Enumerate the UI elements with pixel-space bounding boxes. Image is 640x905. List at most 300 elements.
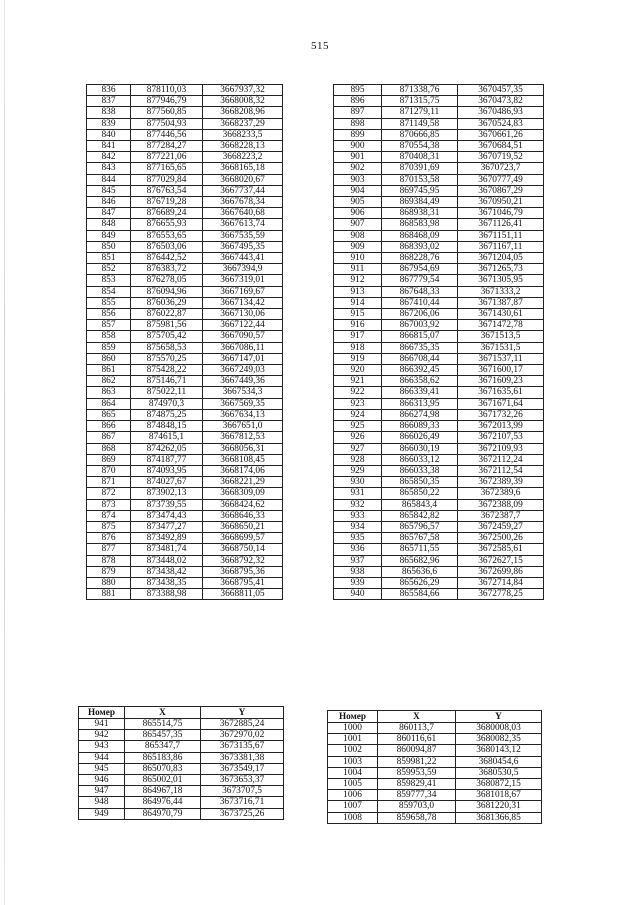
cell-y: 3671513,5	[458, 331, 544, 342]
cell-x: 873438,35	[131, 577, 203, 588]
cell-y: 3671333,2	[458, 286, 544, 297]
cell-x: 866735,35	[382, 342, 458, 353]
cell-x: 865843,4	[382, 499, 458, 510]
cell-x: 876094,96	[131, 286, 203, 297]
table-row	[334, 331, 544, 342]
cell-y: 3667495,35	[203, 241, 283, 252]
cell-number: 855	[87, 297, 131, 308]
cell-number: 861	[87, 365, 131, 376]
table-row	[334, 118, 544, 129]
table-row	[328, 745, 542, 756]
cell-x: 877284,27	[131, 141, 203, 152]
cell-y: 3673653,37	[201, 775, 284, 786]
cell-y: 3681366,85	[456, 812, 542, 823]
cell-number: 906	[334, 208, 382, 219]
table-row	[328, 767, 542, 778]
cell-number: 919	[334, 353, 382, 364]
cell-number: 840	[87, 129, 131, 140]
cell-y: 3668699,57	[203, 533, 283, 544]
cell-number: 853	[87, 275, 131, 286]
cell-number: 946	[79, 775, 125, 786]
table-row	[334, 533, 544, 544]
cell-x: 876022,87	[131, 309, 203, 320]
cell-number: 872	[87, 488, 131, 499]
cell-y: 3667535,59	[203, 230, 283, 241]
cell-number: 947	[79, 786, 125, 797]
cell-number: 905	[334, 197, 382, 208]
cell-y: 3670661,26	[458, 129, 544, 140]
cell-x: 874848,15	[131, 421, 203, 432]
table-row	[334, 241, 544, 252]
table-row	[334, 85, 544, 96]
cell-y: 3672585,61	[458, 544, 544, 555]
table-row	[87, 376, 283, 387]
cell-y: 3671204,05	[458, 253, 544, 264]
table-row	[334, 499, 544, 510]
cell-y: 3667613,74	[203, 219, 283, 230]
table-row	[79, 797, 284, 808]
cell-number: 914	[334, 297, 382, 308]
cell-x: 865850,22	[382, 488, 458, 499]
table-row	[87, 152, 283, 163]
cell-number: 928	[334, 454, 382, 465]
cell-number: 903	[334, 174, 382, 185]
table-row	[87, 488, 283, 499]
cell-y: 3667147,01	[203, 353, 283, 364]
cell-x: 873474,43	[131, 510, 203, 521]
cell-x: 865636,6	[382, 566, 458, 577]
cell-x: 859658,78	[378, 812, 456, 823]
cell-number: 869	[87, 454, 131, 465]
header-y: Y	[201, 707, 284, 719]
cell-number: 836	[87, 85, 131, 96]
cell-y: 3672389,6	[458, 488, 544, 499]
table-row	[79, 808, 284, 819]
cell-number: 927	[334, 443, 382, 454]
table-row	[334, 320, 544, 331]
cell-y: 3668056,31	[203, 443, 283, 454]
cell-x: 859981,22	[378, 756, 456, 767]
cell-x: 868938,31	[382, 208, 458, 219]
table-row	[79, 775, 284, 786]
table-row	[87, 499, 283, 510]
table-row	[87, 365, 283, 376]
cell-number: 924	[334, 409, 382, 420]
cell-y: 3668020,67	[203, 174, 283, 185]
page-number: 515	[311, 40, 329, 52]
table-row	[334, 96, 544, 107]
cell-y: 3668309,09	[203, 488, 283, 499]
table-row	[328, 734, 542, 745]
table-row	[87, 174, 283, 185]
cell-x: 871149,58	[382, 118, 458, 129]
cell-number: 1003	[328, 756, 378, 767]
cell-y: 3672627,15	[458, 555, 544, 566]
table-row	[87, 409, 283, 420]
cell-y: 3668233,5	[203, 129, 283, 140]
cell-y: 3667651,0	[203, 421, 283, 432]
table-row	[87, 129, 283, 140]
table-row	[334, 286, 544, 297]
table-row	[328, 812, 542, 823]
cell-number: 868	[87, 443, 131, 454]
cell-x: 867206,06	[382, 309, 458, 320]
cell-y: 3681220,31	[456, 801, 542, 812]
cell-y: 3672389,39	[458, 477, 544, 488]
cell-number: 880	[87, 577, 131, 588]
table-row	[334, 465, 544, 476]
table-row	[334, 297, 544, 308]
table-header-row	[328, 711, 542, 723]
cell-x: 865626,29	[382, 577, 458, 588]
cell-number: 911	[334, 264, 382, 275]
table-row	[87, 230, 283, 241]
cell-number: 922	[334, 387, 382, 398]
table-row	[87, 264, 283, 275]
cell-x: 868583,98	[382, 219, 458, 230]
cell-y: 3673725,26	[201, 808, 284, 819]
table-row	[334, 129, 544, 140]
table-row	[87, 141, 283, 152]
cell-y: 3668424,62	[203, 499, 283, 510]
cell-y: 3667812,53	[203, 432, 283, 443]
cell-x: 864976,44	[125, 797, 201, 808]
cell-x: 865796,57	[382, 521, 458, 532]
cell-y: 3670457,35	[458, 85, 544, 96]
cell-x: 873448,02	[131, 555, 203, 566]
cell-number: 845	[87, 185, 131, 196]
cell-y: 3672714,84	[458, 577, 544, 588]
cell-number: 876	[87, 533, 131, 544]
cell-y: 3670684,51	[458, 141, 544, 152]
cell-number: 895	[334, 85, 382, 96]
cell-y: 3670524,83	[458, 118, 544, 129]
cell-number: 940	[334, 589, 382, 600]
cell-number: 858	[87, 331, 131, 342]
cell-x: 860094,87	[378, 745, 456, 756]
cell-number: 864	[87, 398, 131, 409]
cell-number: 1001	[328, 734, 378, 745]
cell-y: 3667394,9	[203, 264, 283, 275]
header-number: Номер	[79, 707, 125, 719]
cell-x: 866033,12	[382, 454, 458, 465]
table-row	[334, 577, 544, 588]
cell-x: 865850,35	[382, 477, 458, 488]
cell-number: 875	[87, 521, 131, 532]
cell-number: 949	[79, 808, 125, 819]
table-row	[87, 241, 283, 252]
cell-y: 3671531,5	[458, 342, 544, 353]
table-row	[334, 152, 544, 163]
cell-number: 897	[334, 107, 382, 118]
cell-x: 869384,49	[382, 197, 458, 208]
table-row	[328, 790, 542, 801]
cell-y: 3672885,24	[201, 719, 284, 730]
table-row	[87, 197, 283, 208]
cell-y: 3670486,93	[458, 107, 544, 118]
cell-number: 910	[334, 253, 382, 264]
cell-number: 944	[79, 752, 125, 763]
table-row	[334, 488, 544, 499]
cell-number: 881	[87, 589, 131, 600]
cell-x: 870153,58	[382, 174, 458, 185]
cell-x: 878110,03	[131, 85, 203, 96]
cell-x: 874875,25	[131, 409, 203, 420]
cell-x: 865457,35	[125, 730, 201, 741]
cell-x: 877029,84	[131, 174, 203, 185]
cell-y: 3671537,11	[458, 353, 544, 364]
cell-number: 871	[87, 477, 131, 488]
cell-y: 3671600,17	[458, 365, 544, 376]
cell-y: 3671167,11	[458, 241, 544, 252]
cell-y: 3671430,61	[458, 309, 544, 320]
cell-x: 865514,75	[125, 719, 201, 730]
cell-y: 3670473,82	[458, 96, 544, 107]
table-row	[87, 454, 283, 465]
cell-x: 876503,06	[131, 241, 203, 252]
cell-y: 3672109,93	[458, 443, 544, 454]
cell-x: 859777,34	[378, 790, 456, 801]
table-row	[334, 566, 544, 577]
cell-y: 3667737,44	[203, 185, 283, 196]
cell-number: 841	[87, 141, 131, 152]
table-row	[87, 577, 283, 588]
table-row	[87, 331, 283, 342]
table-row	[334, 174, 544, 185]
table-row	[334, 421, 544, 432]
cell-y: 3668795,36	[203, 566, 283, 577]
table-row	[334, 398, 544, 409]
cell-number: 926	[334, 432, 382, 443]
cell-y: 3667443,41	[203, 253, 283, 264]
cell-number: 879	[87, 566, 131, 577]
cell-number: 873	[87, 499, 131, 510]
cell-number: 847	[87, 208, 131, 219]
cell-number: 1007	[328, 801, 378, 812]
cell-x: 877504,93	[131, 118, 203, 129]
cell-number: 936	[334, 544, 382, 555]
cell-number: 939	[334, 577, 382, 588]
cell-x: 874027,67	[131, 477, 203, 488]
cell-y: 3668811,05	[203, 589, 283, 600]
cell-x: 874262,05	[131, 443, 203, 454]
cell-y: 3668008,32	[203, 96, 283, 107]
cell-y: 3667249,03	[203, 365, 283, 376]
cell-x: 874970,3	[131, 398, 203, 409]
table-row	[334, 230, 544, 241]
cell-number: 877	[87, 544, 131, 555]
table-row	[328, 756, 542, 767]
cell-y: 3671671,64	[458, 398, 544, 409]
cell-y: 3673716,71	[201, 797, 284, 808]
cell-number: 934	[334, 521, 382, 532]
cell-number: 948	[79, 797, 125, 808]
cell-x: 864970,79	[125, 808, 201, 819]
table-row	[87, 477, 283, 488]
cell-number: 851	[87, 253, 131, 264]
table-row	[87, 566, 283, 577]
table-row	[87, 85, 283, 96]
cell-y: 3668208,96	[203, 107, 283, 118]
cell-number: 912	[334, 275, 382, 286]
coordinates-table-bottom-right	[327, 710, 542, 824]
cell-x: 859953,59	[378, 767, 456, 778]
table-row	[79, 786, 284, 797]
cell-y: 3667122,44	[203, 320, 283, 331]
cell-y: 3668650,21	[203, 521, 283, 532]
cell-x: 871279,11	[382, 107, 458, 118]
cell-y: 3667640,68	[203, 208, 283, 219]
cell-number: 909	[334, 241, 382, 252]
cell-y: 3667634,13	[203, 409, 283, 420]
cell-number: 918	[334, 342, 382, 353]
cell-x: 860116,61	[378, 734, 456, 745]
table-row	[87, 253, 283, 264]
table-row	[87, 589, 283, 600]
table-row	[87, 544, 283, 555]
cell-number: 904	[334, 185, 382, 196]
cell-x: 859829,41	[378, 779, 456, 790]
table-row	[87, 398, 283, 409]
cell-number: 917	[334, 331, 382, 342]
cell-y: 3671472,78	[458, 320, 544, 331]
cell-number: 1004	[328, 767, 378, 778]
cell-number: 913	[334, 286, 382, 297]
cell-x: 876278,05	[131, 275, 203, 286]
cell-number: 901	[334, 152, 382, 163]
cell-x: 860113,7	[378, 723, 456, 734]
cell-y: 3671305,95	[458, 275, 544, 286]
cell-y: 3671609,23	[458, 376, 544, 387]
cell-y: 3673707,5	[201, 786, 284, 797]
cell-x: 873481,74	[131, 544, 203, 555]
cell-number: 930	[334, 477, 382, 488]
cell-y: 3680530,5	[456, 767, 542, 778]
table-row	[328, 723, 542, 734]
cell-number: 945	[79, 763, 125, 774]
cell-y: 3671126,41	[458, 219, 544, 230]
cell-y: 3670867,29	[458, 185, 544, 196]
table-row	[87, 387, 283, 398]
table-row	[79, 719, 284, 730]
cell-y: 3680008,03	[456, 723, 542, 734]
cell-number: 856	[87, 309, 131, 320]
cell-number: 838	[87, 107, 131, 118]
cell-y: 3672387,7	[458, 510, 544, 521]
cell-number: 860	[87, 353, 131, 364]
table-row	[334, 309, 544, 320]
table-row	[87, 219, 283, 230]
cell-y: 3667569,35	[203, 398, 283, 409]
cell-x: 870554,38	[382, 141, 458, 152]
cell-y: 3672970,02	[201, 730, 284, 741]
cell-x: 865347,7	[125, 741, 201, 752]
cell-y: 3672500,26	[458, 533, 544, 544]
table-row	[334, 208, 544, 219]
cell-number: 908	[334, 230, 382, 241]
cell-number: 907	[334, 219, 382, 230]
cell-y: 3667169,67	[203, 286, 283, 297]
table-row	[334, 454, 544, 465]
cell-x: 867779,54	[382, 275, 458, 286]
cell-x: 870666,85	[382, 129, 458, 140]
cell-x: 876655,93	[131, 219, 203, 230]
coordinates-table-bottom-left	[78, 706, 284, 820]
table-row	[334, 477, 544, 488]
cell-number: 843	[87, 163, 131, 174]
cell-y: 3668174,06	[203, 465, 283, 476]
cell-x: 876036,29	[131, 297, 203, 308]
cell-number: 902	[334, 163, 382, 174]
cell-number: 844	[87, 174, 131, 185]
table-row	[87, 432, 283, 443]
cell-x: 867954,69	[382, 264, 458, 275]
cell-number: 933	[334, 510, 382, 521]
cell-y: 3671387,87	[458, 297, 544, 308]
cell-y: 3672699,86	[458, 566, 544, 577]
cell-y: 3672107,53	[458, 432, 544, 443]
cell-x: 868468,09	[382, 230, 458, 241]
cell-number: 846	[87, 197, 131, 208]
table-row	[87, 510, 283, 521]
cell-x: 873739,55	[131, 499, 203, 510]
cell-x: 866392,45	[382, 365, 458, 376]
table-row	[334, 409, 544, 420]
table-row	[328, 779, 542, 790]
cell-number: 862	[87, 376, 131, 387]
table-row	[87, 208, 283, 219]
table-row	[79, 741, 284, 752]
cell-x: 870391,69	[382, 163, 458, 174]
cell-y: 3667678,34	[203, 197, 283, 208]
cell-x: 868228,76	[382, 253, 458, 264]
header-y: Y	[456, 711, 542, 723]
table-row	[334, 432, 544, 443]
cell-y: 3670723,7	[458, 163, 544, 174]
cell-number: 937	[334, 555, 382, 566]
cell-y: 3667449,36	[203, 376, 283, 387]
cell-x: 859703,0	[378, 801, 456, 812]
cell-x: 866313,95	[382, 398, 458, 409]
table-row	[79, 763, 284, 774]
cell-number: 941	[79, 719, 125, 730]
cell-x: 876689,24	[131, 208, 203, 219]
cell-x: 866089,33	[382, 421, 458, 432]
cell-x: 871315,75	[382, 96, 458, 107]
table-row	[87, 96, 283, 107]
cell-number: 916	[334, 320, 382, 331]
cell-y: 3671265,73	[458, 264, 544, 275]
table-row	[334, 219, 544, 230]
table-row	[79, 752, 284, 763]
cell-x: 875705,42	[131, 331, 203, 342]
table-row	[87, 533, 283, 544]
table-row	[87, 286, 283, 297]
table-row	[87, 342, 283, 353]
cell-x: 876442,52	[131, 253, 203, 264]
cell-x: 865183,86	[125, 752, 201, 763]
cell-number: 849	[87, 230, 131, 241]
cell-y: 3668223,2	[203, 152, 283, 163]
cell-y: 3668165,18	[203, 163, 283, 174]
table-row	[87, 421, 283, 432]
table-row	[328, 801, 542, 812]
table-row	[334, 555, 544, 566]
table-row	[334, 264, 544, 275]
cell-y: 3667090,57	[203, 331, 283, 342]
cell-x: 876763,54	[131, 185, 203, 196]
cell-x: 876383,72	[131, 264, 203, 275]
